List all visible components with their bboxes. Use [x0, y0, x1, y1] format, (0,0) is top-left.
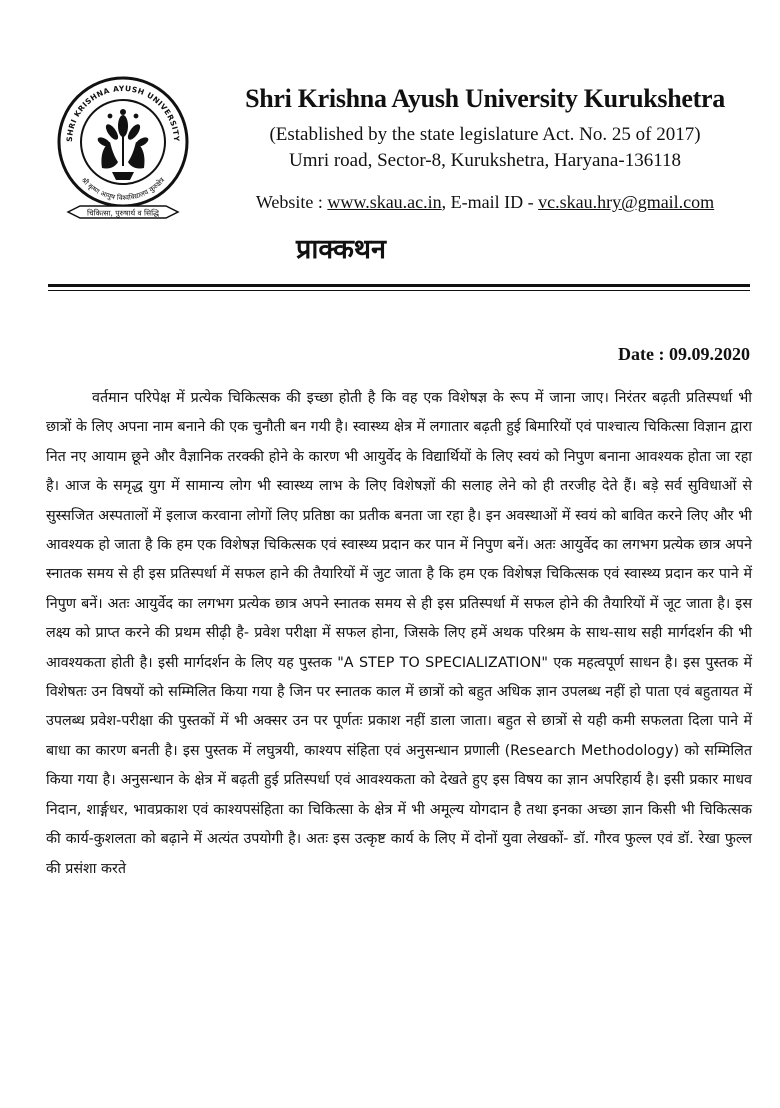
header-divider-thick	[48, 284, 750, 287]
logo-ring-text: SHRI KRISHNA AYUSH UNIVERSITY	[64, 83, 182, 143]
logo-motto: चिकित्सा, पुरुषार्थ व सिद्धि	[86, 208, 160, 218]
email-label: , E-mail ID -	[441, 192, 539, 212]
email-link[interactable]: vc.skau.hry@gmail.com	[538, 192, 715, 212]
document-title: प्राक्कथन	[296, 234, 387, 265]
foreword-paragraph: वर्तमान परिपेक्ष में प्रत्येक चिकित्सक की इच्छा होती है कि वह एक विशेषज्ञ के रूप में जाना जाए। निरंतर बढ़ती प्रतिस्पर्धा भी छात्रों के लिए अपना नाम बनाने की एक चुनौती बन गयी है। स्वास्थ्य क्षेत्र में लगातार बढ़ती हुई बिमारियों एवं पाश्चात्य चिकित्सा विज्ञान द्वारा नित नए आयाम छूने और वैज्ञानिक तरक्की होने के कारण भी आयुर्वेद के विद्यार्थियों के लिए स्वयं को निपुण बनाना आवश्यक होता जा रहा है। आज के समृद्ध युग में सामान्य लोग भी स्वास्थ्य लाभ के लिए विशेषज्ञों की सलाह लेने को ही तरजीह देते हैं। बड़े सर्व सुविधाओं से सुस्सजित अस्पतालों में इलाज करवाना लोगों लिए प्रतिष्ठा का प्रतीक बनता जा रहा है। इन अवस्थाओं में स्वयं को बावित करने लिए और भी आवश्यक हो जाता है कि हम एक विशेषज्ञ चिकित्सक एवं स्वास्थ्य प्रदान कर पान में निपुण बनें। अतः आयुर्वेद का लगभग प्रत्येक छात्र अपने स्नातक समय से ही इस प्रतिस्पर्धा में सफल हाने की तैयारियों में जुट जाता है कि हम एक विशेषज्ञ चिकित्सक एवं स्वास्थ्य प्रदान कर पाने में निपुण बनें। अतः आयुर्वेद का लगभग प्रत्येक छात्र अपने स्नातक समय से ही इस प्रतिस्पर्धा में सफल होने की तैयारियों में जूट जाता है। इस लक्ष्य को प्राप्त करने की प्रथम सीढ़ी है- प्रवेश परीक्षा में सफल होना, जिसके लिए हमें अथक परिश्रम के साथ-साथ सही मार्गदर्शन की भी आवश्यकता होती है। इसी मार्गदर्शन के लिए यह पुस्तक "A STEP TO SPECIALIZATION" एक महत्वपूर्ण साधन है। इस पुस्तक में विशेषतः उन विषयों को सम्मिलित किया गया है जिन पर स्नातक काल में छात्रों को बहुत अधिक ज्ञान उपलब्ध नहीं हो पाता एवं बहुतायत में उपलब्ध प्रवेश-परीक्षा की पुस्तकों में भी अक्सर उन पर पूर्णतः प्रकाश नहीं डाला जाता। बहुत से छात्रों से यही कमी सफलता दिला पाने में बाधा का कारण बनती है। इस पुस्तक में लघुत्रयी, काश्यप संहिता एवं अनुसन्धान प्रणाली (Research Methodology) को सम्मिलित किया गया है। अनुसन्धान के क्षेत्र में बढ़ती हुई प्रतिस्पर्धा एवं आवश्यकता को देखते हुए इस विषय का ज्ञान अपरिहार्य है। इसी प्रकार माधव निदान, शार्ङ्गधर, भावप्रकाश एवं काश्यपसंहिता का चिकित्सा के क्षेत्र में भी अमूल्य योगदान है तथा इनका अच्छा ज्ञान किसी भी चिकित्सक की कार्य-कुशलता को बढ़ाने में अत्यंत उपयोगी है। अतः इस उत्कृष्ट कार्य के लिए में दोनों युवा लेखकों- डॉ. गौरव फुल्ल एवं डॉ. रेखा फुल्ल की प्रसंशा करते	[46, 390, 752, 877]
letterhead-header	[200, 84, 770, 214]
header-divider-thin	[48, 290, 750, 291]
document-date: Date : 09.09.2020	[618, 344, 750, 364]
university-logo	[52, 76, 194, 236]
website-link[interactable]: www.skau.ac.in	[327, 192, 442, 212]
contact-line	[200, 190, 770, 214]
website-label: Website :	[255, 192, 328, 212]
logo-ring-text-hindi: श्री कृष्ण आयुष विश्वविद्यालय कुरुक्षेत्र	[79, 176, 167, 203]
hands-with-leaves-emblem-icon	[96, 109, 150, 180]
university-name: Shri Krishna Ayush University Kurukshetra	[245, 84, 725, 113]
establishment-line: (Established by the state legislature Act. No. 25 of 2017)	[269, 124, 701, 145]
address-line: Umri road, Sector-8, Kurukshetra, Haryana-136118	[289, 150, 681, 171]
